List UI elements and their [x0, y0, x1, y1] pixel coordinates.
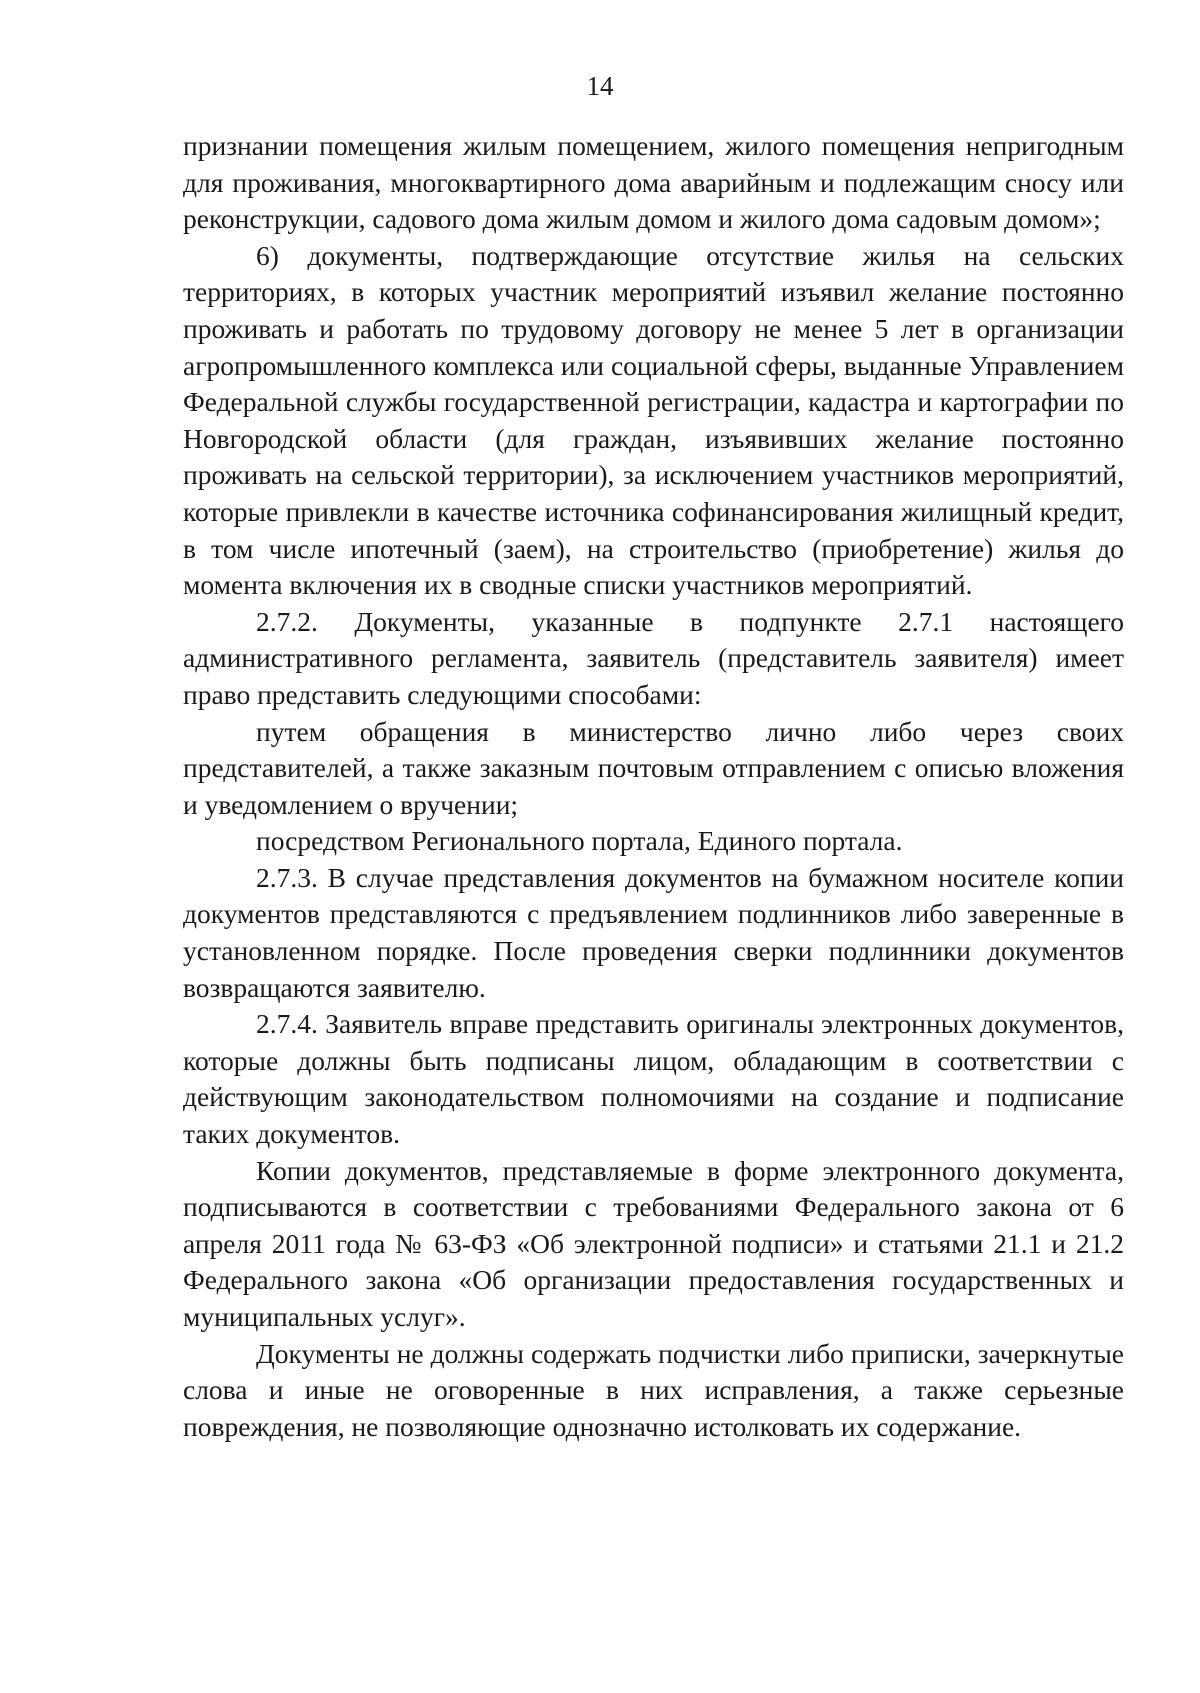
paragraph-continuation: признании помещения жилым помещением, жилого помещения непригодным для проживания, многоквартирного дома аварийным и подлежащим сносу или реконструкции, садового дома жилым домом и жилого дома садовым домом»; [183, 130, 1124, 235]
document-body [183, 128, 1124, 1445]
paragraph-method-in-person: путем обращения в министерство лично либо через своих представителей, а также заказным почтовым отправлением с описью вложения и уведомлением о вручении; [183, 715, 1124, 820]
page-number: 14 [586, 71, 614, 101]
paragraph-electronic-copies: Копии документов, представляемые в форме электронного документа, подписываются в соответствии с требованиями Федерального закона от 6 апреля 2011 года № 63-ФЗ «Об электронной подписи» и статьями 21.1 и 21.2 Федерального закона «Об организации предоставления государственных и муниципальных услуг». [183, 1154, 1124, 1332]
paragraph-item-6: 6) документы, подтверждающие отсутствие жилья на сельских территориях, в которых участник мероприятий изъявил желание постоянно проживать и работать по трудовому договору не менее 5 лет в организации агропромышленного комплекса или социальной сферы, выданные Управлением Федеральной службы государственной регистрации, кадастра и картографии по Новгородской области (для граждан, изъявивших желание постоянно проживать на сельской территории), за исключением участников мероприятий, которые привлекли в качестве источника софинансирования жилищный кредит, в том числе ипотечный (заем), на строительство (приобретение) жилья до момента включения их в сводные списки участников мероприятий. [183, 239, 1124, 601]
paragraph-method-portal: посредством Регионального портала, Единого портала. [256, 825, 903, 857]
paragraph-document-requirements: Документы не должны содержать подчистки либо приписки, зачеркнутые слова и иные не оговоренные в них исправления, а также серьезные повреждения, не позволяющие однозначно истолковать их содержание. [183, 1337, 1124, 1442]
paragraph-2-7-2: 2.7.2. Документы, указанные в подпункте 2.7.1 настоящего административного регламента, заявитель (представитель заявителя) имеет право представить следующими способами: [183, 605, 1124, 710]
paragraph-2-7-4: 2.7.4. Заявитель вправе представить оригиналы электронных документов, которые должны быть подписаны лицом, обладающим в соответствии с действующим законодательством полномочиями на создание и подписание таких документов. [183, 1008, 1124, 1150]
paragraph-2-7-3: 2.7.3. В случае представления документов на бумажном носителе копии документов представляются с предъявлением подлинников либо заверенные в установленном порядке. После проведения сверки подлинники документов возвращаются заявителю. [183, 861, 1124, 1003]
